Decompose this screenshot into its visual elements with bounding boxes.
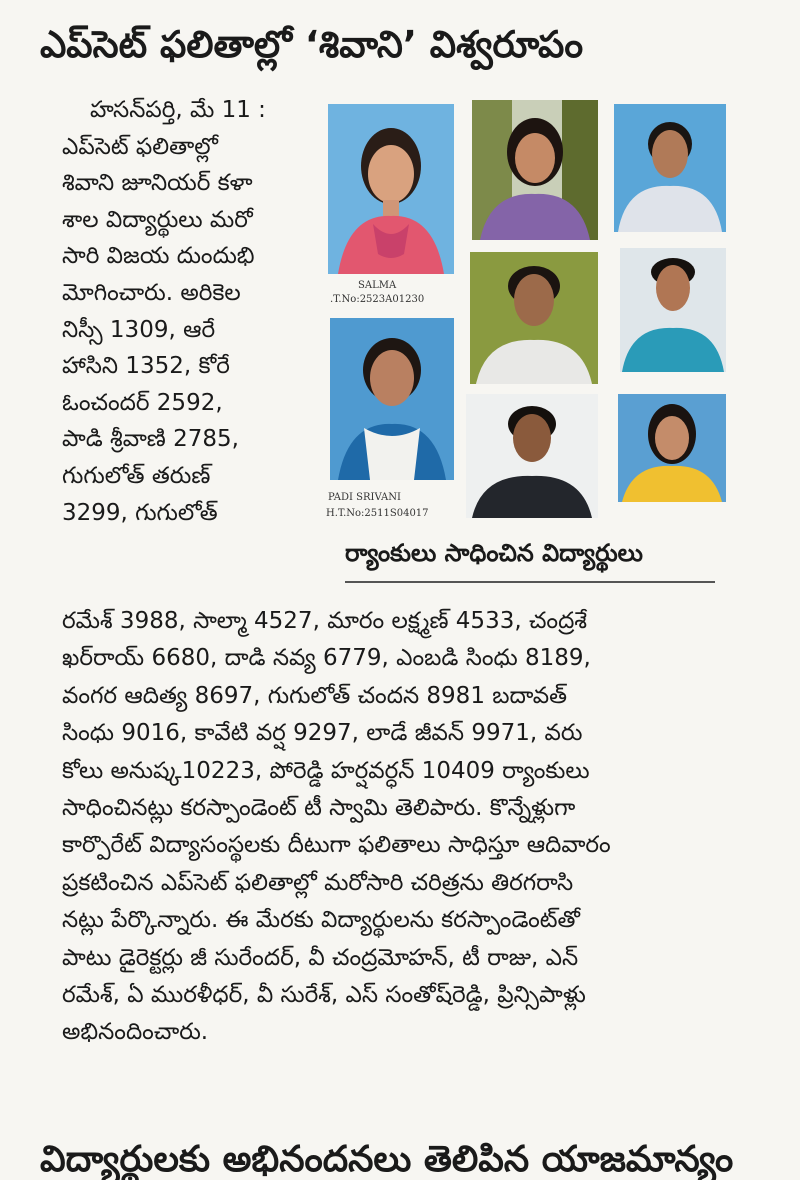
body-line: కోలు అనుష్క10223, పోరెడ్డి హర్షవర్ధన్ 10409 ర్యాంకులు	[62, 757, 590, 784]
photo-caption: ర్యాంకులు సాధించిన విద్యార్థులు	[345, 539, 643, 567]
next-article-headline-text: విద్యార్థులకు అభినందనలు తెలిపిన యాజమాన్యం	[40, 1139, 734, 1180]
photo-label-name: SALMA	[358, 280, 397, 291]
column-line: హసన్‌పర్తి, మే 11 :	[90, 97, 266, 123]
body-line: రమేశ్, ఏ మురళీధర్, వీ సురేశ్, ఎస్ సంతోష్‌రెడ్డి, ప్రిన్సిపాళ్లు	[62, 982, 586, 1009]
body-line: కార్పొరేట్ విద్యాసంస్థలకు దీటుగా ఫలితాలు సాధిస్తూ ఆదివారం	[62, 832, 611, 859]
body-line: నట్లు పేర్కొన్నారు. ఈ మేరకు విద్యార్థులను కరస్పాండెంట్‌తో	[62, 907, 580, 934]
body-line: సింధు 9016, కావేటి వర్ష 9297, లాడే జీవన్ 9971, వరు	[62, 720, 583, 747]
photo-label-ht-number: .T.No:2523A01230	[330, 294, 425, 305]
caption-divider	[345, 581, 715, 583]
body-line: పాటు డైరెక్టర్లు జీ సురేందర్, వీ చంద్రమోహన్, టీ రాజు, ఎన్	[62, 944, 579, 971]
article-body-text	[62, 603, 734, 1052]
student-photo	[466, 394, 598, 518]
column-line: గుగులోత్ తరుణ్	[62, 462, 211, 489]
column-line: శివాని జూనియర్ కళా	[62, 170, 253, 197]
column-line: మోగించారు. అరికెల	[62, 279, 241, 306]
body-line: సాధించినట్లు కరస్పాండెంట్ టీ స్వామి తెలిపారు. కొన్నేళ్లుగా	[62, 795, 576, 822]
student-photo	[472, 100, 598, 240]
column-line: నిస్సీ 1309, ఆరే	[62, 316, 216, 343]
column-line: హాసిని 1352, కోరే	[62, 353, 230, 380]
student-photo-salma	[328, 104, 454, 274]
column-line: ఓంచందర్ 2592,	[62, 389, 223, 416]
body-line: ప్రకటించిన ఎప్‌సెట్ ఫలితాల్లో మరోసారి చరిత్రను తిరగరాసి	[62, 869, 574, 896]
column-line: 3299, గుగులోత్	[62, 499, 218, 526]
student-photo	[470, 252, 598, 384]
student-photo	[620, 248, 726, 372]
column-line: శాల విద్యార్థులు మరో	[62, 206, 253, 233]
article-column-text	[62, 92, 310, 531]
column-line: పాడి శ్రీవాణి 2785,	[62, 426, 239, 453]
next-article-headline-cropped	[40, 1139, 760, 1180]
body-line: ఖర్‌రాయ్ 6680, దాడి నవ్య 6779, ఎంబడి సింధు 8189,	[62, 645, 591, 672]
body-line: వంగర ఆదిత్య 8697, గుగులోత్ చందన 8981 బదావత్	[62, 682, 567, 709]
photo-label-ht-number: H.T.No:2511S04017	[326, 508, 429, 519]
photo-label-name: PADI SRIVANI	[328, 492, 401, 503]
column-line: సారి విజయ దుందుభి	[62, 243, 255, 270]
student-photo	[618, 394, 726, 502]
body-line: అభినందించారు.	[62, 1019, 209, 1046]
student-photo-srivani	[330, 318, 454, 480]
body-line: రమేశ్ 3988, సాల్మా 4527, మారం లక్ష్మణ్ 4533, చంద్రశే	[62, 608, 587, 634]
column-line: ఎప్‌సెట్ ఫలితాల్లో	[62, 133, 218, 160]
article-headline: ఎప్‌సెట్ ఫలితాల్లో ‘శివాని’ విశ్వరూపం	[40, 23, 584, 66]
student-photo	[614, 104, 726, 232]
